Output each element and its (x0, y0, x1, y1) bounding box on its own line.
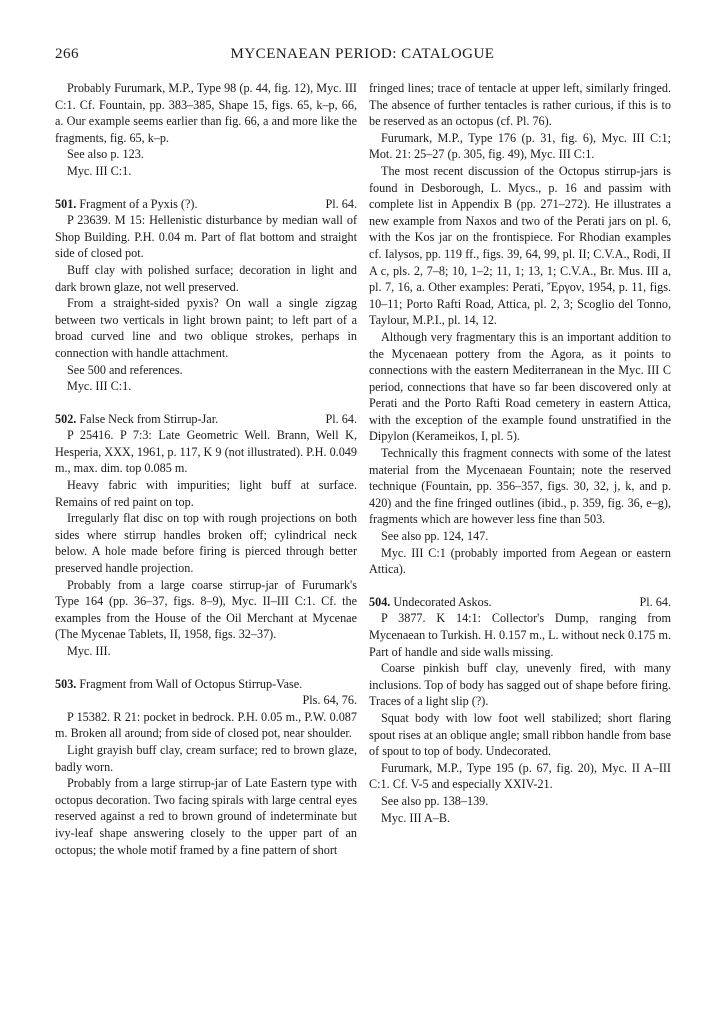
entry-title: Fragment of a Pyxis (?). (76, 196, 198, 211)
paragraph: Light grayish buff clay, cream surface; red to brown glaze, badly worn. (55, 742, 357, 774)
paragraph: Probably from a large coarse stirrup-jar of Furumark's Type 164 (pp. 36–37, figs. 8–9), Myc. II–III C:1. Cf. the examples from the House of the Oil Merchant at Mycenae (The Mycenae Tablets, II, 1958, figs. 32–37). (55, 577, 357, 642)
paragraph: P 3877. K 14:1: Collector's Dump, ranging from Mycenaean to Turkish. H. 0.157 m., L. without neck 0.175 m. Part of handle and side walls missing. (369, 611, 671, 659)
paragraph: See also pp. 138–139. (381, 793, 489, 808)
paragraph: Squat body with low foot well stabilized; short flaring spout rises at an oblique angle; small ribbon handle from base of spout to top of body. Undecorated. (369, 710, 671, 759)
paragraph: Heavy fabric with impurities; light buff at surface. Remains of red paint on top. (55, 478, 357, 509)
paragraph: Although very fragmentary this is an important addition to the Mycenaean pottery from the Agora, as it points to connections with the eastern Mediterranean in the Myc. III C period, connections that have so far been discovered only at Perati and the Porto Rafti Road cemetery in eastern Attica, with the exception of the example found unstratified in the Dipylon (Kerameikos, I, pl. 5). (369, 329, 671, 444)
paragraph: The most recent discussion of the Octopus stirrup-jars is found in Desborough, L. Mycs., p. 16 and passim with complete list in Appendix B (pp. 271–272). He illustrates a new example from Naxos and two of the Perati jars on pl. 6, with the Kos jar on the frontispiece. For Rhodian examples cf. Ialysos, pp. 119 ff., figs. 39, 64, 99, pl. II; C.V.A., Rodi, II A c, pls. 2, 7–8; 10, 1–2; 11, 1; 13, 1; C.V.A., Br. Mus. III a, pl. 7, 16, a. Other examples: Perati, Ἔργον, 1954, p. 11, figs. 10–11; Porto Rafti Road, Attica, pl. 2, 3; Scoglio del Tonno, Taylour, M.P.I., pl. 14, 12. (369, 163, 671, 328)
running-title: MYCENAEAN PERIOD: CATALOGUE (230, 46, 495, 62)
page-header (55, 46, 670, 66)
paragraph: fringed lines; trace of tentacle at upper left, similarly fringed. The absence of further tentacles is rather curious, if this is to be reserved as an octopus (cf. Pl. 76). (369, 81, 671, 129)
paragraph: Furumark, M.P., Type 176 (p. 31, fig. 6), Myc. III C:1; Mot. 21: 25–27 (p. 305, fig. 49), Myc. III C:1. (369, 130, 671, 162)
paragraph: Probably from a large stirrup-jar of Late Eastern type with octopus decoration. Two facing spirals with large central eyes reserved against a red to brown ground of indeterminate but ivy-leaf shape answering closely to the upper part of an octopus; the whole motif framed by a fine pattern of short (55, 776, 357, 857)
paragraph: From a straight-sided pyxis? On wall a single zigzag between two verticals in light brown paint; to left part of a broad curved line and two oblique strokes, perhaps in connection with handle attachment. (55, 296, 357, 360)
entry-title: Undecorated Askos. (390, 594, 492, 609)
paragraph: P 23639. M 15: Hellenistic disturbance by median wall of Shop Building. P.H. 0.04 m. Part of flat bottom and straight side of closed pot. (55, 213, 357, 261)
paragraph: Irregularly flat disc on top with rough projections on both sides where stirrup handles broken off; cylindrical neck below. A hole made before firing is pierced through better preserved handle projection. (55, 511, 357, 576)
paragraph: P 15382. R 21: pocket in bedrock. P.H. 0.05 m., P.W. 0.087 m. Broken all around; from side of closed pot, near shoulder. (55, 709, 357, 741)
paragraph: See 500 and references. (67, 362, 183, 377)
entry-heading-501 (55, 196, 357, 213)
entry-heading-502 (55, 411, 357, 428)
entry-number: 504. (369, 594, 391, 609)
paragraph: Furumark, M.P., Type 195 (p. 67, fig. 20), Myc. II A–III C:1. Cf. V-5 and especially XXIV-21. (369, 760, 671, 792)
entry-number: 502. (55, 411, 77, 426)
paragraph: See also p. 123. (67, 147, 144, 162)
entry-number: 503. (55, 676, 77, 691)
plate-reference: Pls. 64, 76. (302, 693, 357, 708)
entry-heading-504 (369, 594, 671, 611)
paragraph: Myc. III C:1. (67, 163, 132, 178)
paragraph: Buff clay with polished surface; decoration in light and dark brown glaze, not well preserved. (55, 262, 357, 294)
paragraph: Myc. III. (67, 644, 111, 658)
entry-number: 501. (55, 196, 77, 211)
page-number: 266 (55, 46, 79, 62)
entry-heading-503 (55, 676, 357, 709)
plate-reference: Pl. 64. (325, 196, 357, 211)
paragraph: Coarse pinkish buff clay, unevenly fired, with many inclusions. Top of body has sagged out of shape before firing. Traces of a light slip (?). (369, 661, 671, 709)
paragraph: Myc. III A–B. (381, 810, 451, 825)
entry-title: False Neck from Stirrup-Jar. (76, 411, 219, 426)
paragraph: See also pp. 124, 147. (381, 529, 489, 544)
paragraph: P 25416. P 7:3: Late Geometric Well. Brann, Well K, Hesperia, XXX, 1961, p. 117, K 9 (not illustrated). P.H. 0.049 m., max. dim. top 0.085 m. (55, 428, 357, 476)
left-column (55, 80, 357, 858)
plate-reference: Pl. 64. (639, 594, 671, 609)
entry-title: Fragment from Wall of Octopus Stirrup-Vase. (76, 676, 303, 691)
paragraph: Probably Furumark, M.P., Type 98 (p. 44, fig. 12), Myc. III C:1. Cf. Fountain, pp. 383–385, Shape 15, figs. 65, k–p, 66, a. Our example seems earlier than fig. 66, a and more like the fragments, fig. 65, k–p. (55, 81, 357, 145)
paragraph: Myc. III C:1 (probably imported from Aegean or eastern Attica). (369, 545, 671, 577)
paragraph: Technically this fragment connects with some of the latest material from the Mycenaean Fountain; note the reserved technique (Fountain, pp. 356–357, figs. 30, 32, j, k, and p. 420) and the fine fringed outlines (ibid., p. 359, fig. 36, e–g), fragments which are however less fine than 503. (369, 446, 671, 527)
right-column (369, 80, 671, 826)
paragraph: Myc. III C:1. (67, 379, 132, 394)
plate-reference: Pl. 64. (325, 411, 357, 426)
